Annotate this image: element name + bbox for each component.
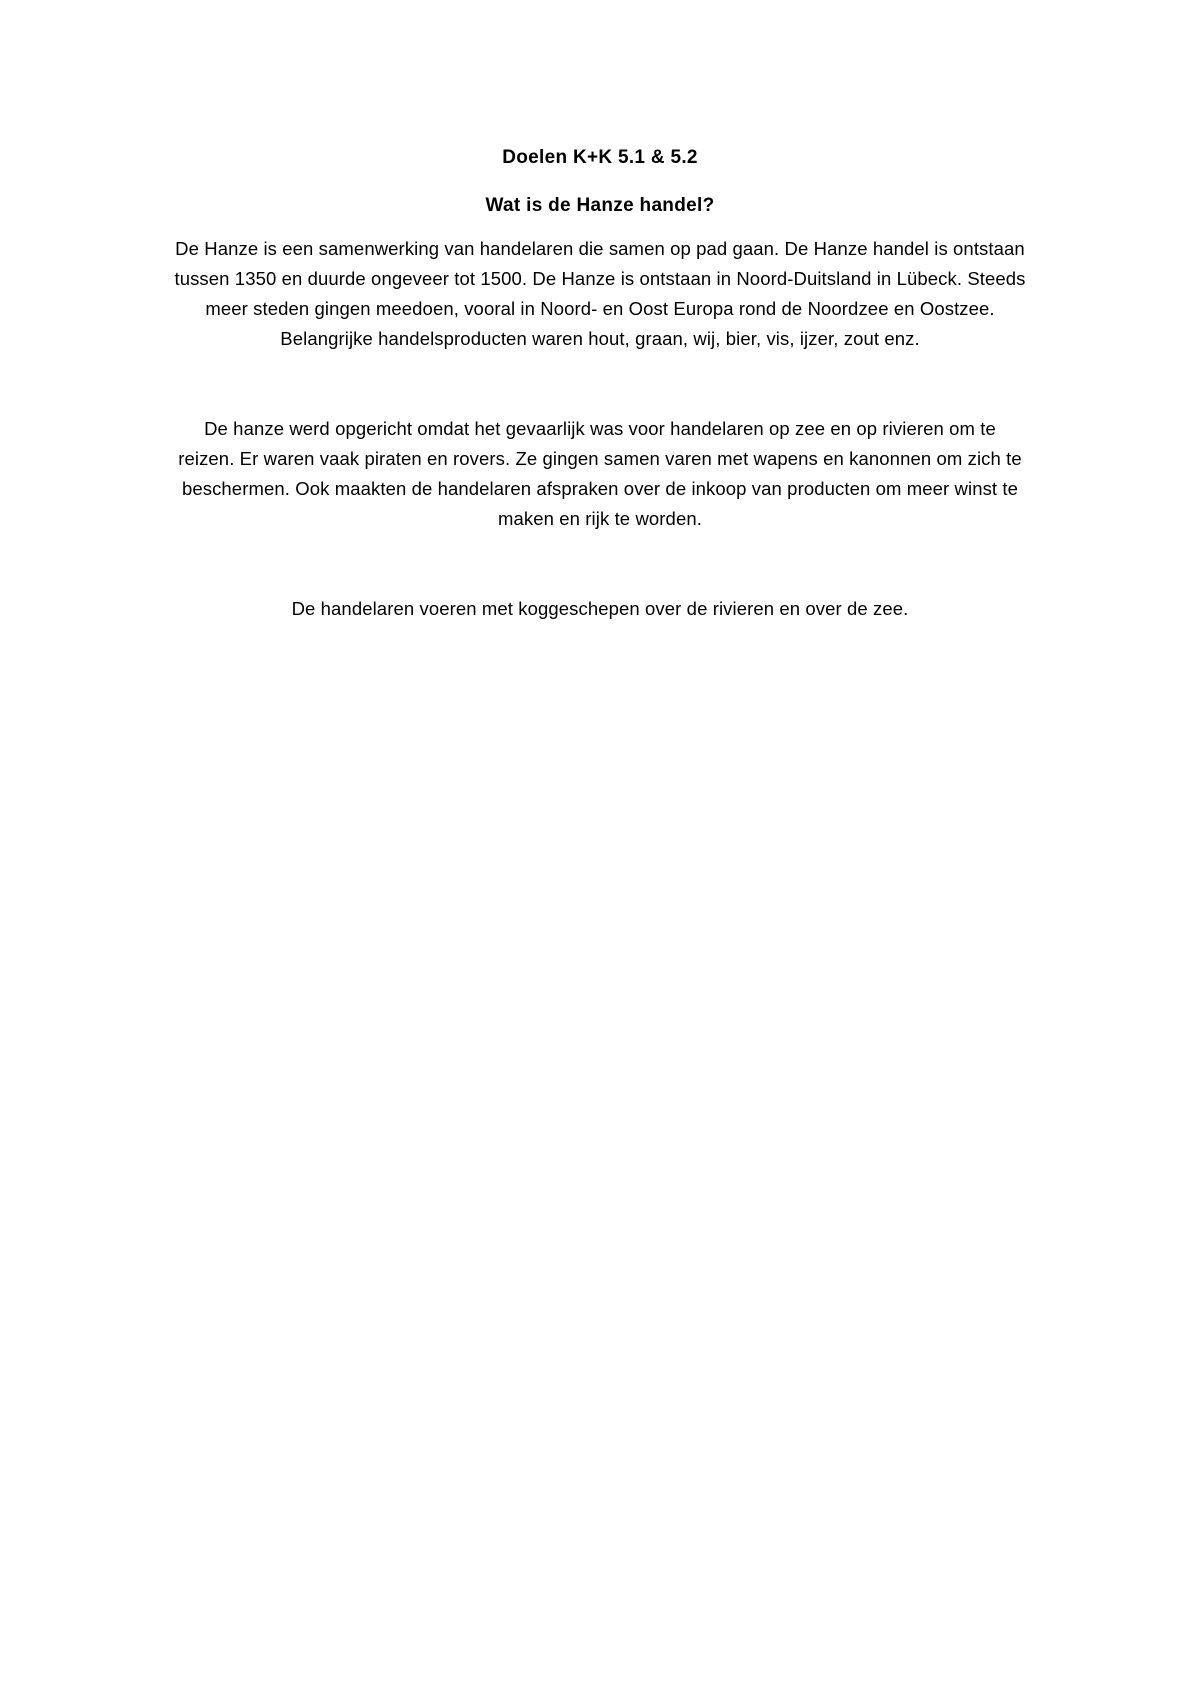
paragraph-line: tussen 1350 en duurde ongeveer tot 1500. De Hanze is ontstaan in Noord-Duitsland in Lübeck. Steeds (174, 268, 1026, 289)
paragraph-line: Belangrijke handelsproducten waren hout, graan, wij, bier, vis, ijzer, zout enz. (280, 328, 920, 349)
paragraph-line: beschermen. Ook maakten de handelaren afspraken over de inkoop van producten om meer winst te (181, 478, 1019, 499)
paragraph-hanze-reason (140, 414, 1060, 534)
document-content (140, 144, 1060, 624)
paragraph-hanze-intro (140, 234, 1060, 354)
paragraph-kogge-ships (140, 594, 1060, 624)
paragraph-line: maken en rijk te worden. (498, 508, 702, 529)
document-title: Doelen K+K 5.1 & 5.2 (502, 147, 698, 168)
paragraph-line: De hanze werd opgericht omdat het gevaarlijk was voor handelaren op zee en op rivieren om te (204, 418, 996, 439)
paragraph-line: meer steden gingen meedoen, vooral in Noord- en Oost Europa rond de Noordzee en Oostzee. (205, 298, 995, 319)
document-subtitle: Wat is de Hanze handel? (485, 195, 715, 216)
paragraph-line: De handelaren voeren met koggeschepen over de rivieren en over de zee. (291, 598, 909, 619)
paragraph-line: De Hanze is een samenwerking van handelaren die samen op pad gaan. De Hanze handel is ontstaan (175, 238, 1025, 259)
paragraph-line: reizen. Er waren vaak piraten en rovers. Ze gingen samen varen met wapens en kanonnen om zich te (178, 448, 1022, 469)
